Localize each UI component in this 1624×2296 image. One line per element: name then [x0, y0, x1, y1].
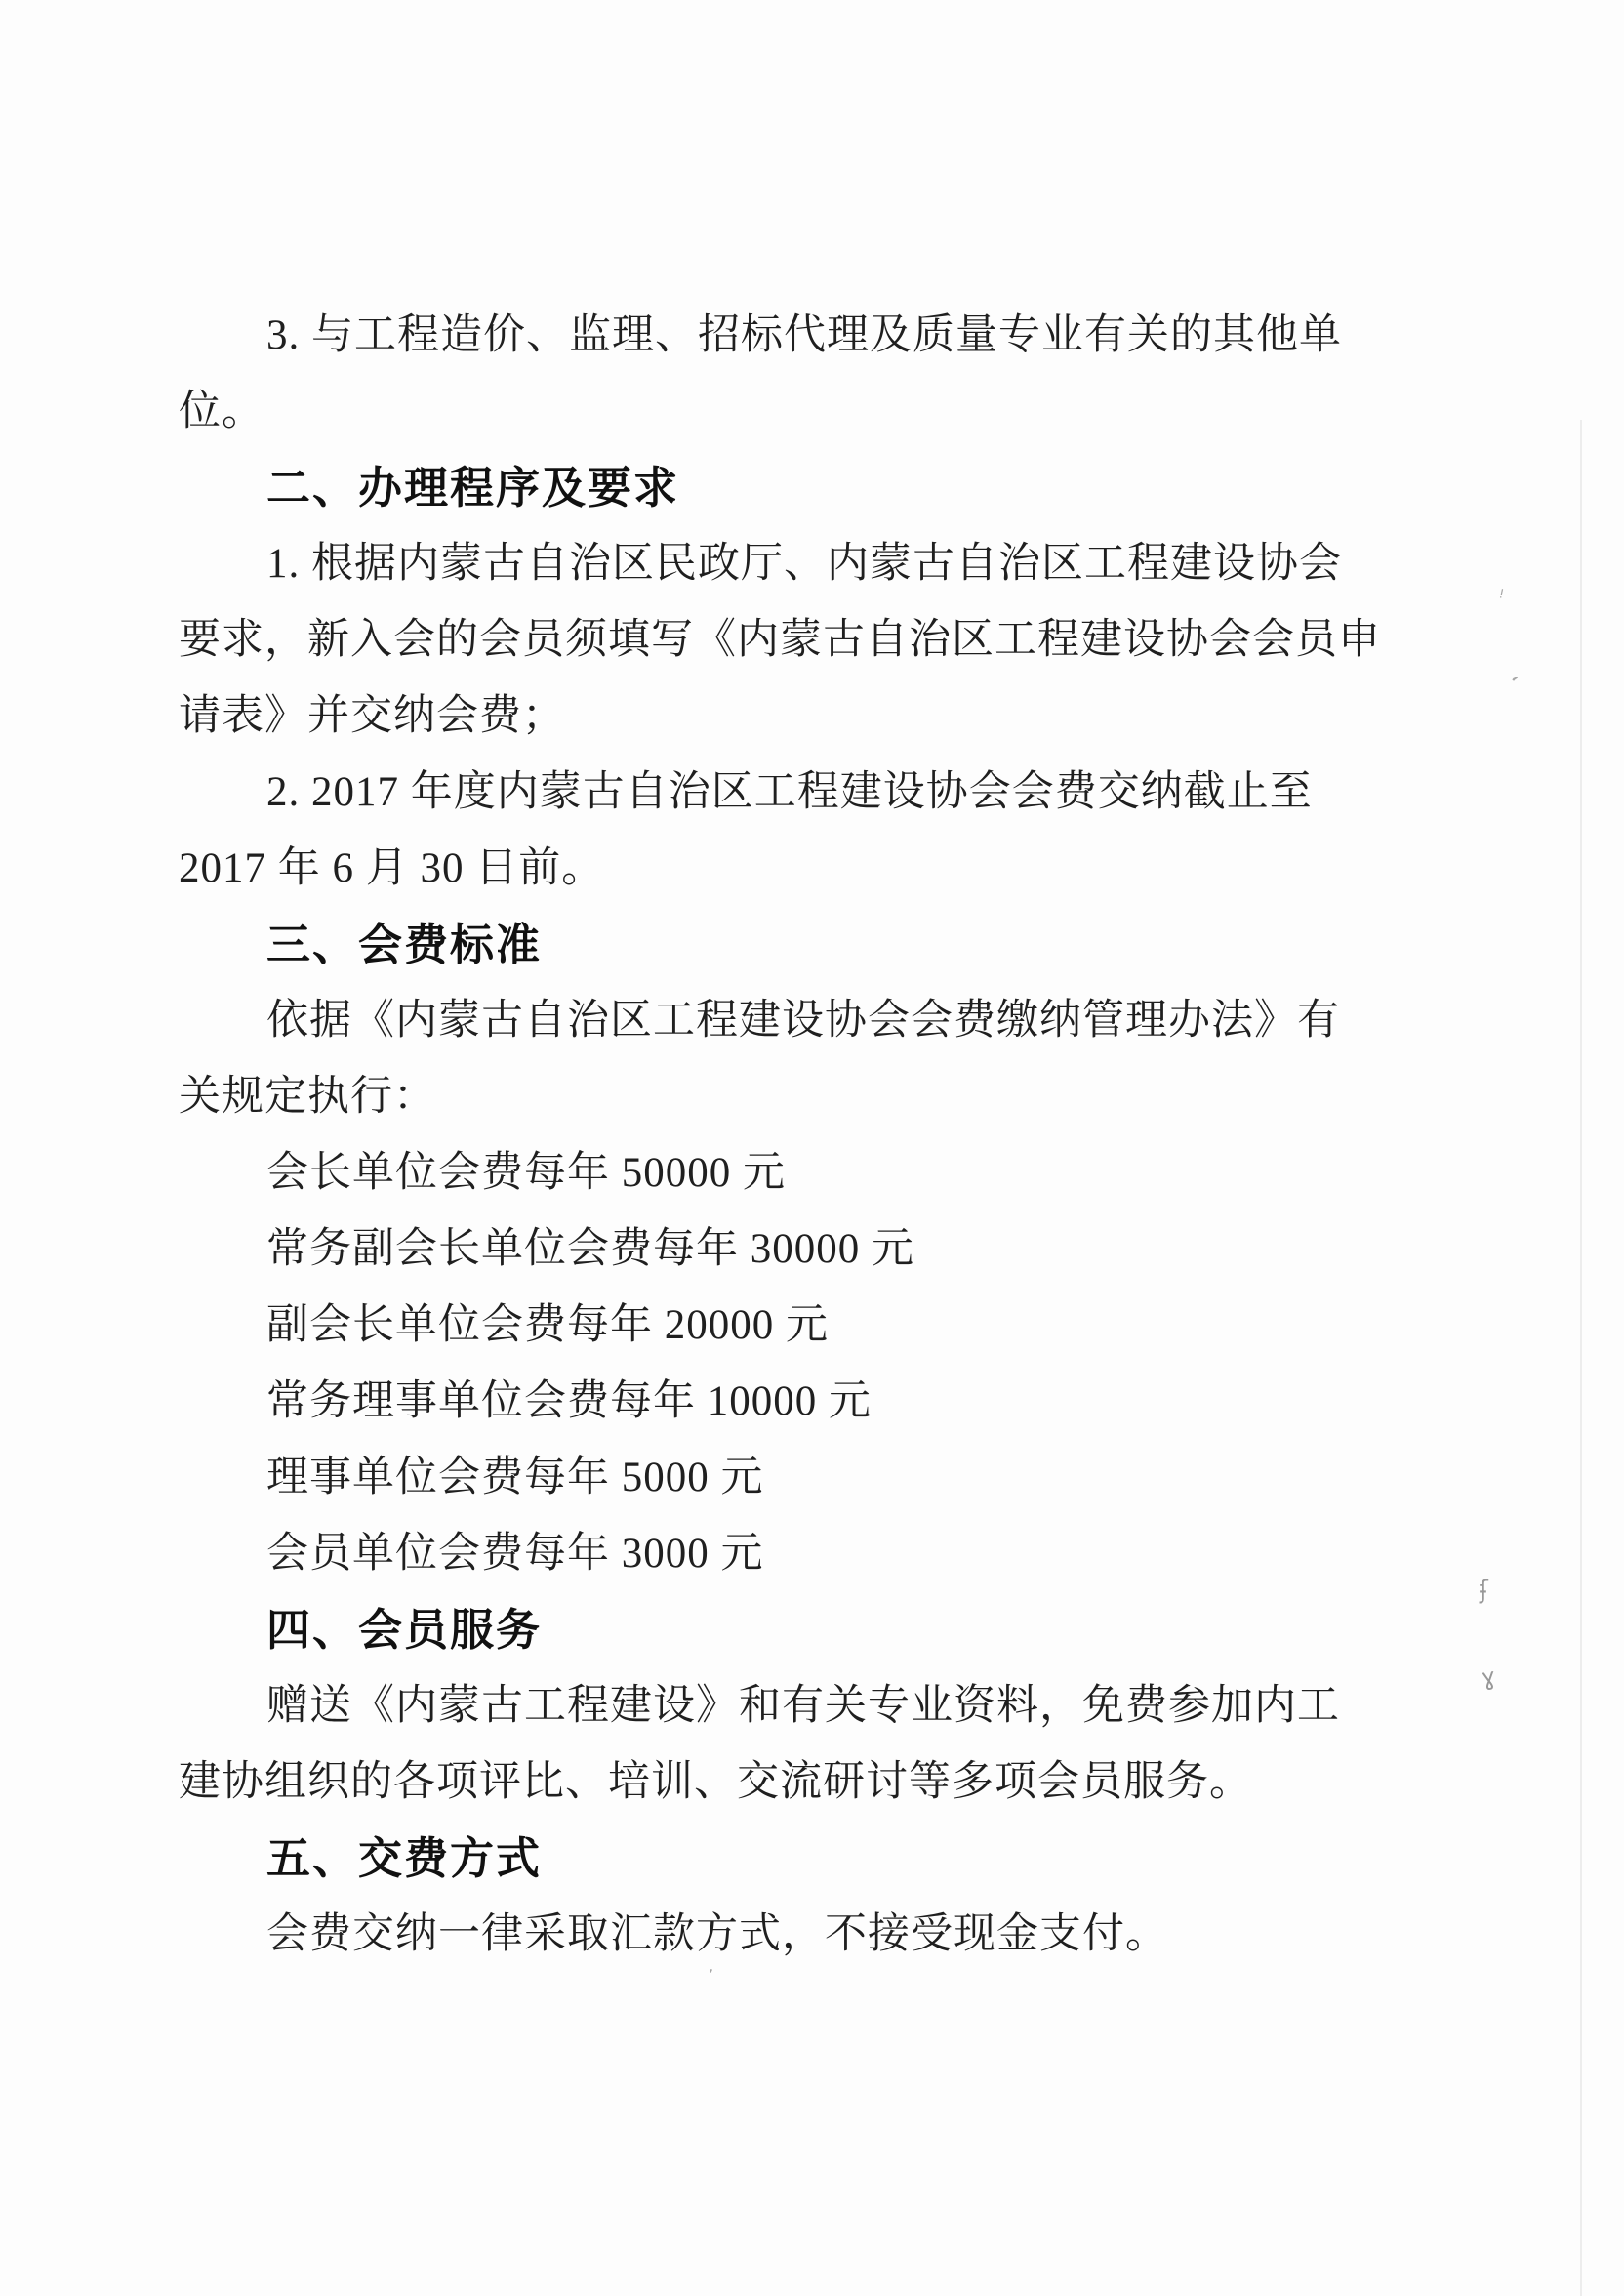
fee-line-exec-vice-president: 常务副会长单位会费每年 30000 元: [266, 1225, 914, 1272]
section-heading-3: 三、会费标准: [266, 919, 543, 969]
fee-line-president: 会长单位会费每年 50000 元: [266, 1149, 786, 1196]
section-heading-4: 四、会员服务: [266, 1604, 543, 1655]
section-heading-2: 二、办理程序及要求: [266, 462, 680, 512]
scan-artifact-mark: ᵎ: [1496, 583, 1506, 609]
document-text-block: [179, 293, 1381, 1968]
paragraph-line: 3. 与工程造价、监理、招标代理及质量专业有关的其他单: [266, 311, 1342, 358]
scan-artifact-mark: ɣ: [1480, 1662, 1498, 1692]
fee-line-vice-president: 副会长单位会费每年 20000 元: [266, 1301, 829, 1348]
scan-artifact-mark: ʻ: [1500, 672, 1522, 696]
paragraph-line: 要求，新入会的会员须填写《内蒙古自治区工程建设协会会员申: [179, 616, 1381, 663]
scan-edge-line: [1580, 420, 1582, 2296]
paragraph-line: 会费交纳一律采取汇款方式，不接受现金支付。: [266, 1910, 1168, 1957]
fee-line-member: 会员单位会费每年 3000 元: [266, 1530, 764, 1577]
paragraph-line: 1. 根据内蒙古自治区民政厅、内蒙古自治区工程建设协会: [266, 540, 1342, 587]
section-heading-5: 五、交费方式: [266, 1832, 543, 1883]
paragraph-line: 2017 年 6 月 30 日前。: [179, 844, 605, 891]
fee-line-exec-director: 常务理事单位会费每年 10000 元: [266, 1377, 872, 1424]
paragraph-line: 依据《内蒙古自治区工程建设协会会费缴纳管理办法》有: [266, 997, 1340, 1044]
scan-artifact-mark: ʄ: [1480, 1576, 1488, 1605]
paragraph-line: 关规定执行：: [179, 1073, 436, 1120]
fee-line-director: 理事单位会费每年 5000 元: [266, 1454, 764, 1500]
scan-artifact-mark: ʼ: [709, 1966, 714, 1985]
paragraph-line: 位。: [179, 388, 264, 434]
paragraph-line: 赠送《内蒙古工程建设》和有关专业资料，免费参加内工: [266, 1682, 1340, 1729]
paragraph-line: 2. 2017 年度内蒙古自治区工程建设协会会费交纳截止至: [266, 768, 1313, 815]
paragraph-line: 建协组织的各项评比、培训、交流研讨等多项会员服务。: [179, 1758, 1252, 1805]
paragraph-line: 请表》并交纳会费；: [179, 692, 565, 739]
